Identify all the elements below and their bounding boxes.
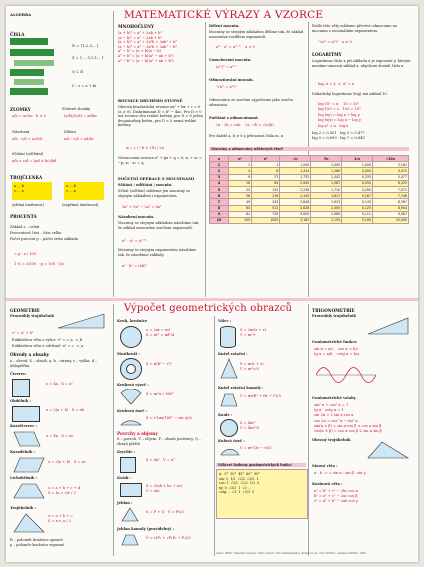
pravouhly2-heading: Pravoúhlý trojúhelník xyxy=(312,314,356,318)
kuzel-komoly-label: Kužel rotační komolý : xyxy=(218,386,264,390)
trig-heading: TRIGONOMETRIE xyxy=(312,308,355,313)
neprimo-label: (nepřímá úměrnost) xyxy=(62,203,99,207)
trojuhelnik-label: Trojúhelník : xyxy=(10,506,36,510)
kuzel-label: Kužel rotační : xyxy=(218,352,248,356)
rovnice-heading: ROVNICE DRUHÉHO STUPNĚ xyxy=(118,98,183,103)
power-table-header: √n xyxy=(280,156,311,162)
gon-table-title: Některé hodnoty goniometrických funkcí xyxy=(218,463,292,467)
algebra-heading: ALGEBRA xyxy=(10,12,32,17)
valec-label: Válec : xyxy=(218,319,232,323)
table-row: 8 64 512 2,828 2,000 0,125 8,944 xyxy=(210,205,409,211)
deleni-mocnin: Dělení mocnin. xyxy=(209,24,240,28)
power-table xyxy=(209,155,409,224)
cube-figure xyxy=(120,457,136,473)
primo-label: (přímá úměrnost) xyxy=(12,203,44,207)
footer-credit: Autor: RNDr. Stanislav Nohejl, 1993, Vydalo: MC nakladatelství, Jiráskova 41, 621 00 Brno, známka XXXXX, 1995 xyxy=(216,552,366,555)
number-set-diagram: N = {1,2,3,...} Z = {...,-1,0,1,...} Q ⊂ R C : z = a + bi xyxy=(10,38,110,96)
power-table-header: n³ xyxy=(252,156,280,162)
power-table-title: Mocniny a odmocniny některých čísel xyxy=(211,147,283,151)
kruhova-usec-label: Kruhová úseč : xyxy=(117,409,147,413)
rectangle-figure xyxy=(12,406,40,422)
power-table-header: n² xyxy=(228,156,251,162)
krychle-label: Krychle : xyxy=(117,450,136,454)
table-row: 7 49 343 2,646 1,913 0,143 8,367 xyxy=(210,199,409,205)
procenta-heading: PROCENTA xyxy=(10,214,37,219)
obecny-heading: Obecný trojúhelník xyxy=(312,438,351,442)
kruh-label: Kruh, kružnice xyxy=(117,319,148,323)
triangle-figure xyxy=(12,512,46,534)
koule-label: Koule : xyxy=(218,413,233,417)
povrchy-heading: Povrchy a objemy xyxy=(117,431,158,436)
goniom-heading: Goniometrické funkce xyxy=(312,340,357,344)
bottom-title: Výpočet geometrických obrazců xyxy=(124,303,293,314)
jehlan-komoly-label: Jehlan komolý (pravidelný) : xyxy=(117,527,174,531)
procenta-formula: = p · z / 100 xyxy=(14,252,37,256)
odmocnovani: Odmocňování mocnin. xyxy=(209,78,254,82)
parallelogram-figure xyxy=(12,456,46,474)
mnohocleny-heading: MNOHOČLENY xyxy=(118,24,155,29)
nasobeni-mocnin: Násobení mocnin. xyxy=(118,215,155,219)
rhombus-figure xyxy=(12,430,42,448)
deleni-label: Dělení xyxy=(64,130,76,134)
nasobeni-label: Násobení xyxy=(12,130,30,134)
mezikruzi-label: Mezikruží : xyxy=(117,352,140,356)
power-table-header: n xyxy=(210,156,229,162)
kulova-usec-label: Kulová úseč : xyxy=(218,439,245,443)
table-row: 2 4 8 1,414 1,260 0,500 4,472 xyxy=(210,168,409,174)
spherical-cap-figure xyxy=(220,445,240,457)
power-table-header: 1/n xyxy=(342,156,373,162)
pyramid-figure xyxy=(120,507,140,523)
kruhova-vysec-label: Kruhová výseč : xyxy=(117,383,149,387)
general-triangle-figure xyxy=(366,440,410,460)
right-triangle-figure xyxy=(56,312,106,330)
slozene-zlomky-label: Složené zlomky xyxy=(62,107,91,111)
geometrie-heading: GEOMETRIE xyxy=(10,308,40,313)
frustum-cone-figure xyxy=(220,392,238,408)
procentova-text: Procentová část – část celku xyxy=(10,231,62,235)
table-row: 6 36 216 2,449 1,817 0,167 7,746 xyxy=(210,193,409,199)
top-title: MATEMATICKÉ VÝRAZY A VZORCE xyxy=(124,9,324,21)
pocet-text: Počet procent p – počet setin základu xyxy=(10,237,79,241)
power-table-header: √10n xyxy=(372,156,408,162)
scitani-mocnin: Sčítání / odčítání / mocnin. xyxy=(118,183,173,187)
lichobeznik-label: Lichoběžník : xyxy=(10,476,37,480)
table-row: 5 25 125 2,236 1,710 0,200 7,071 xyxy=(210,186,409,192)
pocetni-heading: POČETNÍ OPERACE S MOCNINAMI xyxy=(118,176,195,181)
formula-poster: MATEMATICKÉ VÝRAZY A VZORCE ALGEBRA ČÍSLA N = {1,2,3,...} Z = {...,-1,0,1,...} Q ⊂ R C : z = a + bi ZLOMKY Složené zlomky a/b = ac/bc b ≠ 0 (a/b)/(c/d) = ad/bc Násobení Dělení a/b · c/d = ac/bd a/b : c/d = ad/bc Sčítání (odčítání) a/b ± c/d = (ad ± bc)/bd TROJČLENKA a ... b c ... x a ... b c ... x (přímá úměrnost) (nepřímá úměrnost) PROCENTA Základ z – celek Procentová část – část celku Počet procent p – počet setin základu = p · z / 100 1 % = z/100 p = 100 · č/z MNOHOČLENY (a + b)² = a² + 2ab + b² (a − b)² = a² − 2ab + b² (a + b)³ = a³ + 3a²b + 3ab² + b³ (a − b)³ = a³ − 3a²b + 3ab² − b³ a² − b² = (a + b)(a − b) a³ + b³ = (a + b)(a² − ab + b²) a³ − b³ = (a − b)(a² + ab + b²) ROVNICE DRUHÉHO STUPNĚ Obecná kvadratická rovnice ax² + bx + c = 0 (a ≠ 0). Diskriminant D = b² − 4ac. Pro D > 0 má rovnice dva reálné kořeny, pro D = 0 jeden dvojnásobný kořen, pro D < 0 nemá reálné kořeny. x₁,₂ = (−b ± √D) / 2a Normovaná rovnice x² + px + q = 0; x₁ + x₂ = −p, x₁ · x₂ = q. POČETNÍ OPERACE S MOCNINAMI Sčítání / odčítání / mocnin. Sčítat (odčítat) můžeme jen mocniny se stejným základem i exponentem. 3a² + 5a² − 2a² = 6a² Násobení mocnin. Mocniny se stejným základem násobíme tak, že základ umocníme součtem exponentů. aᵐ · aⁿ = aᵐ⁺ⁿ Mocniny se stejným exponentem násobíme tak, že násobíme základy. aⁿ · bⁿ = (ab)ⁿ Dělení mocnin. Mocniny se stejným základem dělíme tak, že základ umocníme rozdílem exponentů. aᵐ : aⁿ = aᵐ⁻ⁿ a ≠ 0 Umocňování mocnin. (aᵐ)ⁿ = aᵐⁿ Odmocňování mocnin. ⁿ√aᵐ = aᵐ/ⁿ Odmocninu ze součinu vypočteme jako součin odmocnin. Počítání s odmocninami. √a · √b = √ab √a : √b = √(a/b) Pro každé a, b ≥ 0 a přirozená čísla m, n. Mocniny a odmocniny některých čísel n n² n³ √n ∛n 1/n √10n 1 1 1 1,000 1,000 1,000 3,162 2 4 8 1,414 1,260 0,500 4,472 3 9 27 1,732 1,442 0,333 5,477 4 16 64 2,000 1,587 0,250 6,325 5 25 125 2,236 1,710 0,200 7,071 6 36 216 2,449 1,817 0,167 7,746 7 49 343 2,646 1,913 0,143 8,367 8 64 512 2,828 2,000 0,125 8,944 9 81 729 3,000 2,080 0,111 9,487 10 100 1000 3,162 2,154 0,100 10,000 Podle této věty můžeme převést odmocninu na mocninu s racionálním exponentem. ⁿ√aᵐ = aᵐ/ⁿ a ≥ 0 LOGARITMY Logaritmus čísla x při základu a je exponent y, kterým musíme umocnit základ a, abychom dostali číslo x. logₐ x = y ⇔ aʸ = x Dekadický logaritmus (log) má základ 10. log 10ⁿ = n 10 = 10¹ log 100 = 2 100 = 10² log (xy) = log x + log y log (x/y) = log x − log y log xⁿ = n · log x log 2 = 0,301 log 3 = 0,477 log 5 = 0,699 log 7 = 0,845 Výpočet geometrických obrazců GEOMETRIE Pravoúhlý trojúhelník c² = a² + b² Eukleidova věta o výšce: v² = c_a · c_b Eukleidova věta o odvěsně: a² = c · c_a Obvody a obsahy o – obvod, S – obsah, a, b – strany, v – výška, d – úhlopříčka Čtverec: o = 4a S = a² Obdélník : o = 2(a + b) S = ab Kosočtverec : o = 4a S = av Kosodélník : o = 2(a + b) S = av Lichoběžník : o = a + b + c + d S = (a + c)v / 2 Trojúhelník : o = a + b + c S = a·v_a / 2 R – poloměr kružnice opsané ρ – poloměr kružnice vepsané Kruh, kružnice o = 2πr = πd S = πr² = πd²/4 Mezikruží : S = π(R² − r²) Kruhová výseč : S = πr²α / 360° Kruhová úseč : S = r²(πα/180° − sin α)/2 Povrchy a objemy S – povrch, V – objem, P – obsah podstavy, Q – obsah pláště Krychle : S = 6a² V = a³ Kvádr : S = 2(ab + bc + ac) V = abc Jehlan : S = P + Q V = Pv/3 Jehlan komolý (pravidelný) : V = v(P₁ + √P₁P₂ + P₂)/3 Válec : S = 2πr(r + v) V = πr²v Kužel rotační : S = πr(r + s) V = πr²v/3 Kužel rotační komolý : V = πv(R² + Rr + r²)/3 Koule : S = 4πr² V = 4πr³/3 Kulová úseč : V = πv²(3r − v)/3 Některé hodnoty goniometrických funkcí α: 0° 30° 45° 60° 90° sin: 0 1/2 √2/2 √3/2 1 cos: 1 √3/2 √2/2 1/2 0 tg: 0 √3/3 1 √3 – cotg: – √3 1 √3/3 0 TRIGONOMETRIE Pravoúhlý trojúhelník Goniometrické funkce sin α = a/c cos α = b/c tg α = a/b cotg α = b/a Goniometrické vztahy sin² α + cos² α = 1 tg α · cotg α = 1 sin 2α = 2 sin α cos α cos 2α = cos² α − sin² α sin(α ± β) = sin α cos β ± cos α sin β cos(α ± β) = cos α cos β ∓ sin α sin β Obecný trojúhelník Sinová věta : a : b : c = sin α : sin β : sin γ Kosinová věta : a² = b² + c² − 2bc cos α b² = a² + c² − 2ac cos β c² = a² + b² − 2ab cos γ Autor: RNDr. Stanislav Nohejl, 1993, Vydalo: MC nakladatelství, Jiráskova 41, 621 00 Brno, známka XXXXX, 1995 xyxy=(6,6,418,562)
umocnovani: Umocňování mocnin. xyxy=(209,58,252,62)
kvadr-label: Kvádr : xyxy=(117,476,132,480)
trig-triangle-figure xyxy=(366,316,410,336)
ctverec-label: Čtverec: xyxy=(10,372,27,376)
zlomky-heading: ZLOMKY xyxy=(10,107,31,112)
gon-values-table: α: 0° 30° 45° 60° 90° sin: 0 1/2 √2/2 √3/2 1 cos: 1 √3/2 √2/2 1/2 0 tg: 0 √3/3 1 √3 – cotg: – √3 1 √3/3 0 xyxy=(216,469,308,519)
gon-vztahy-heading: Goniometrické vztahy xyxy=(312,396,356,400)
jehlan-label: Jehlan : xyxy=(117,501,133,505)
sphere-figure xyxy=(220,419,238,437)
kosinova-label: Kosinová věta : xyxy=(312,482,343,486)
trojclenka-heading: TROJČLENKA xyxy=(10,175,43,180)
square-figure xyxy=(12,379,30,397)
table-row: 4 16 64 2,000 1,587 0,250 6,325 xyxy=(210,180,409,186)
sine-curve-figure xyxy=(316,360,376,390)
table-row: 9 81 729 3,000 2,080 0,111 9,487 xyxy=(210,211,409,217)
pocitani: Počítání s odmocninami. xyxy=(209,116,259,120)
cone-figure xyxy=(220,358,238,380)
circle-figure xyxy=(120,326,142,348)
kosodelnik-label: Kosodélník : xyxy=(10,450,36,454)
kosoctverec-label: Kosočtverec : xyxy=(10,424,38,428)
sector-figure xyxy=(120,389,142,405)
pravouhly-heading: Pravoúhlý trojúhelník xyxy=(10,314,54,318)
trapezoid-figure xyxy=(12,482,46,500)
table-row: 10 100 1000 3,162 2,154 0,100 10,000 xyxy=(210,217,409,223)
cisla-heading: ČÍSLA xyxy=(10,32,25,37)
obdelnik-label: Obdélník : xyxy=(10,399,31,403)
scitani-label: Sčítání (odčítání) xyxy=(12,152,44,156)
segment-figure xyxy=(120,415,142,427)
table-row: 1 1 1 1,000 1,000 1,000 3,162 xyxy=(210,162,409,168)
obvody-heading: Obvody a obsahy xyxy=(10,352,50,357)
cylinder-figure xyxy=(220,326,236,348)
cuboid-figure xyxy=(120,483,142,497)
zakladni-text: Základ z – celek xyxy=(10,225,40,229)
logaritmy-heading: LOGARITMY xyxy=(312,52,342,57)
power-table-header: ∛n xyxy=(311,156,342,162)
table-row: 3 9 27 1,732 1,442 0,333 5,477 xyxy=(210,174,409,180)
sinova-label: Sinová věta : xyxy=(312,464,338,468)
frustum-pyramid-figure xyxy=(120,533,140,547)
